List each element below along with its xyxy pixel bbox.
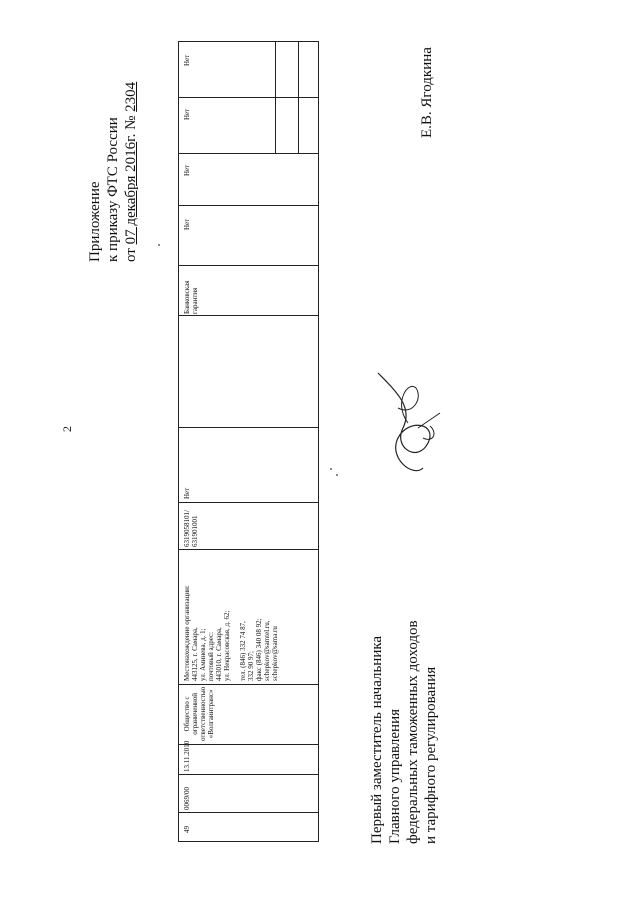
cell-inn-kpp: 6319058101/ 631901001 [183, 510, 199, 547]
appendix-year-suffix: г. № [123, 111, 139, 142]
cell-yes-no-4: Нет [183, 54, 191, 66]
appendix-date-prefix: от [123, 244, 139, 262]
cell-branches: Нет [183, 487, 191, 499]
cell-col-yes-no-1 [179, 206, 319, 266]
cell-address: Местонахождение организации: 443125, г. Самара, ул. Аминева, д. 1; почтовый адрес: 443010, г. Самара, ул. Некрасовская, д. 62; тел. (846) 332 74 87, 332 90 97; факс (846) 340 08 92; schepkov@samtel.ru, schepkov@sama.ru [183, 585, 279, 681]
signer-position: Первый заместитель начальника Главного управления федеральных таможенных доходов и тарифного регулирования [369, 620, 439, 844]
signer-name: Е.В. Ягодкина [419, 47, 435, 138]
order-number: 2304 [123, 81, 139, 112]
cell-col-registry-number [179, 775, 319, 813]
page-number: 2 [60, 426, 74, 432]
cell-col-date [179, 740, 319, 775]
cell-guarantee: Банковская гарантия [183, 280, 199, 314]
appendix-date: 07 декабря 2016 [123, 141, 139, 245]
handwritten-signature [368, 368, 443, 483]
cell-row-number: 49 [183, 826, 191, 833]
scan-speck [158, 244, 160, 246]
cell-organization: Общество с ограниченной ответственностью «Волгаинтранс» [183, 686, 215, 741]
appendix-date-line [122, 82, 140, 262]
cell-col-yes-no-4 [179, 42, 319, 98]
appendix-title: Приложение [87, 181, 103, 262]
cell-col-yes-no-3 [179, 98, 319, 154]
cell-registry-number: 0069/00 [183, 787, 191, 810]
cell-col-empty [179, 316, 319, 428]
registry-table [178, 41, 319, 842]
cell-col-address [179, 550, 319, 685]
scan-speck [336, 474, 338, 476]
cell-col-yes-no-2 [179, 154, 319, 206]
cell-col-number [179, 813, 319, 842]
cell-date: 13.11.2010 [183, 740, 191, 772]
cell-yes-no-3: Нет [183, 108, 191, 120]
cell-yes-no-2: Нет [183, 164, 191, 176]
cell-yes-no-1: Нет [183, 218, 191, 230]
appendix-header [86, 82, 140, 262]
scan-speck [330, 468, 332, 470]
cell-col-inn-kpp [179, 503, 319, 550]
cell-col-guarantee [179, 266, 319, 316]
appendix-order-ref: к приказу ФТС России [105, 117, 121, 262]
cell-col-branches [179, 428, 319, 503]
cell-col-organization [179, 685, 319, 745]
